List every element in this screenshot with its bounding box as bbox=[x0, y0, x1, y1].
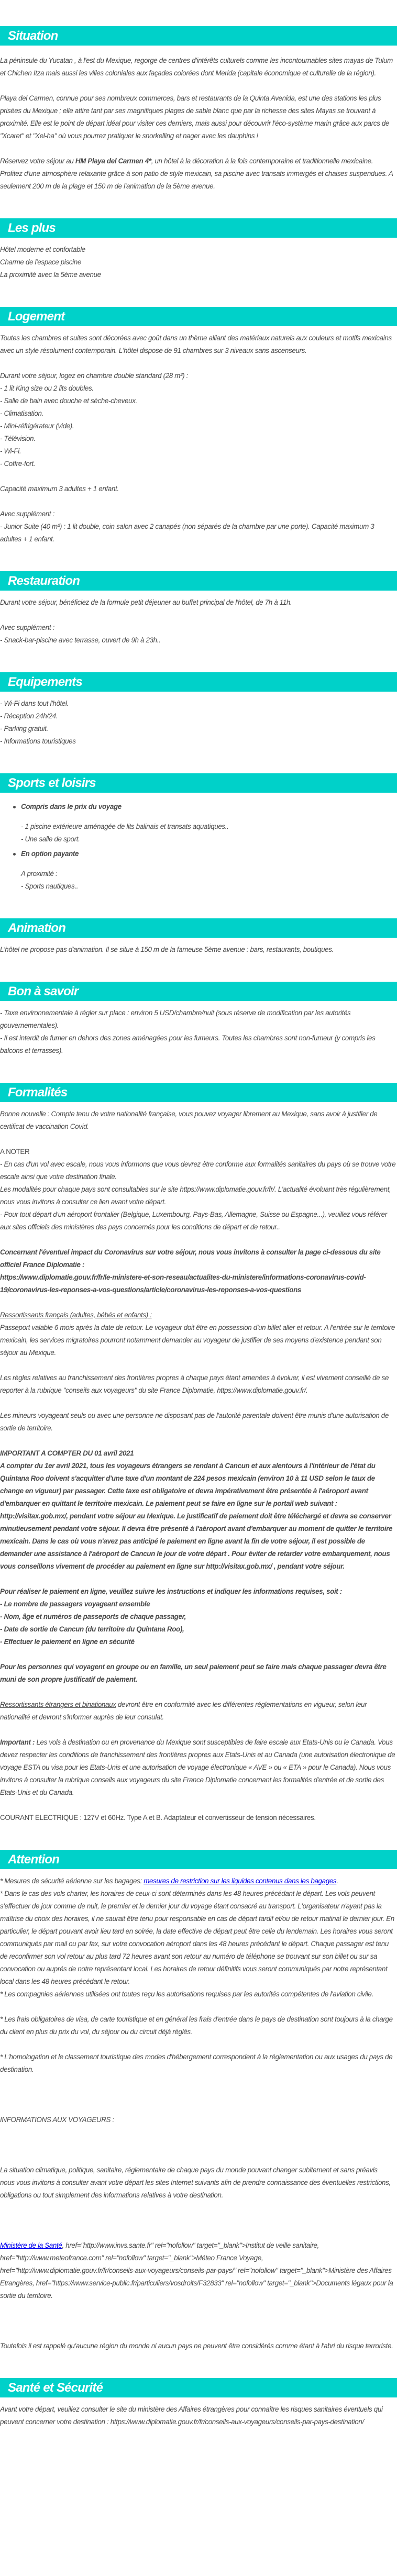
text-run: Concernant l'éventuel impact du Coronavirus sur votre séjour, nous vous invitons à consulter la page ci-dessous du site officiel France Diplomatie : bbox=[0, 1248, 381, 1269]
text-line: Toutes les chambres et suites sont décorées avec goût dans un thème alliant des matériaux naturels aux couleurs et motifs mexicains avec un style résolument contemporain. L'hôtel dispose de 91 chambres sur 3 niveaux sans ascenseurs. bbox=[0, 334, 392, 354]
link[interactable]: Ministère de la Santé bbox=[0, 2241, 62, 2249]
text-line bbox=[0, 1698, 397, 1724]
text-line: La situation climatique, politique, sanitaire, réglementaire de chaque pays du monde pouvant changer subitement et sans préavis bbox=[0, 2166, 378, 2174]
text-line bbox=[0, 1623, 397, 1636]
section-header bbox=[0, 307, 397, 326]
text-line: - Snack-bar-piscine avec terrasse, ouvert de 9h à 23h.. bbox=[0, 636, 161, 644]
link[interactable]: mesures de restriction sur les liquides contenus dans les bagages bbox=[144, 1877, 337, 1885]
section-animation bbox=[0, 918, 397, 956]
blank-line bbox=[0, 2139, 397, 2151]
text-line bbox=[0, 880, 397, 893]
text-line: Bonne nouvelle : Compte tenu de votre nationalité française, vous pouvez voyager librement au Mexique, sans avoir à justifier de certificat de vaccination Covid. bbox=[0, 1110, 378, 1130]
text-run: Compris dans le prix du voyage bbox=[21, 803, 122, 810]
text-run: Réservez votre séjour au bbox=[0, 157, 75, 165]
text-line: - Salle de bain avec douche et sèche-cheveux. bbox=[0, 397, 137, 405]
text-line: - Il est interdit de fumer en dehors des zones aménagées pour les fumeurs. Toutes les chambres sont non-fumeur (y compris les balcons et terrasses). bbox=[0, 1034, 376, 1054]
section-title: Animation bbox=[8, 920, 66, 935]
blank-line bbox=[0, 1435, 397, 1447]
text-line: Durant votre séjour, bénéficiez de la formule petit déjeuner au buffet principal de l'hôtel, de 7h à 11h. bbox=[0, 598, 292, 606]
text-run: A NOTER bbox=[0, 1148, 30, 1156]
section-restauration bbox=[0, 571, 397, 647]
text-line: Durant votre séjour, logez en chambre double standard (28 m²) : bbox=[0, 372, 189, 380]
text-line bbox=[0, 1661, 397, 1686]
text-line: - Télévision. bbox=[0, 435, 36, 442]
section-title: Formalités bbox=[8, 1085, 68, 1100]
section-header bbox=[0, 1083, 397, 1102]
section-equipements bbox=[0, 672, 397, 748]
section-title: Attention bbox=[8, 1852, 60, 1867]
blank-line bbox=[0, 1799, 397, 1812]
section-body bbox=[0, 1001, 397, 1057]
section-header bbox=[0, 982, 397, 1001]
text-run: - Effectuer le paiement en ligne en sécurité bbox=[0, 1638, 135, 1646]
blank-line bbox=[0, 2001, 397, 2013]
text-line bbox=[0, 1636, 397, 1648]
blank-line bbox=[0, 495, 397, 508]
blank-line bbox=[0, 470, 397, 483]
text-line bbox=[0, 1736, 397, 1799]
section-header bbox=[0, 218, 397, 238]
text-run: COURANT ELECTRIQUE : 127V et 60Hz. Type A et B. Adaptateur et convertisseur de tension nécessaires. bbox=[0, 1814, 316, 1822]
blank-line bbox=[0, 2302, 397, 2315]
section-title: Bon à savoir bbox=[8, 984, 79, 998]
blank-line bbox=[0, 357, 397, 370]
text-line: - Taxe environnementale à régler sur place : environ 5 USD/chambre/nuit (sous réserve de modification par les autorités gouvernementales). bbox=[0, 1009, 351, 1029]
section-body bbox=[0, 46, 397, 193]
text-line bbox=[0, 1309, 397, 1322]
text-line bbox=[0, 1812, 397, 1824]
text-run: , href="http://www.invs.sante.fr" rel="nofollow" target="_blank">Institut de veille sanitaire, href="http://www.meteofrance.com" rel="nofollow" target="_blank">Méteo France Voyage, href="http://www.diplomatie.gouv.fr/fr/conseils-aux-voyageurs/conseils-par-pays/" rel="nofollow" target="_blank">Ministère des Affaires Etrangères, href="https://www.service-public.fr/particuliers/vosdroits/F32833" rel="nofollow" target="_blank">Documents légaux pour la sortie du territoire. bbox=[0, 2241, 393, 2300]
text-line: Playa del Carmen, connue pour ses nombreux commerces, bars et restaurants de la Quinta Avenida, est une des stations les plus prisées du Mexique ; elle attire tant par ses magnifiques plages de sable blanc que par la richesse des sites Mayas se trouvant à proximité. Elle est le point de départ idéal pour visiter ces derniers, mais aussi pour découvrir l'éco-système marin grâce aux parcs de "Xcaret" et "Xel-ha" où vous pourrez pratiquer le snorkelling et nager avec les dauphins ! bbox=[0, 94, 390, 140]
text-line: - Mini-réfrigérateur (vide). bbox=[0, 422, 74, 430]
text-line: - Parking gratuit. bbox=[0, 725, 48, 732]
text-line: Avec supplément : bbox=[0, 510, 54, 518]
text-line bbox=[0, 1460, 397, 1573]
text-line: - Climatisation. bbox=[0, 409, 43, 417]
text-line: - En cas d'un vol avec escale, nous vous informons que vous devrez être conforme aux formalités sanitaires du pays où se trouve votre escale ainsi que votre destination finale. bbox=[0, 1160, 396, 1181]
blank-line bbox=[0, 2076, 397, 2089]
section-header bbox=[0, 672, 397, 692]
section-attention bbox=[0, 1850, 397, 2352]
text-line: Charme de l'espace piscine bbox=[0, 258, 81, 266]
text-run: - Nom, âge et numéros de passeports de chaque passager, bbox=[0, 1613, 186, 1620]
blank-line bbox=[0, 1359, 397, 1372]
text-run: , un hôtel à la décoration à la fois contemporaine et traditionnelle mexicaine. Profitez d'une atmosphère relaxante grâce à son patio de style mexicain, sa piscine avec transats immergés et chaises suspendues. A seulement 200 m de la plage et 150 m de l'animation de la 5ème avenue. bbox=[0, 157, 393, 190]
section-title: Equipements bbox=[8, 674, 82, 689]
blank-line bbox=[0, 1724, 397, 1736]
section-body bbox=[0, 938, 397, 956]
text-line: Hôtel moderne et confortable bbox=[0, 246, 85, 253]
text-line: L'hôtel ne propose pas d'animation. Il se situe à 150 m de la fameuse 5ème avenue : bars, restaurants, boutiques. bbox=[0, 946, 334, 953]
text-line bbox=[0, 1875, 397, 1887]
bullet-item bbox=[0, 848, 397, 860]
text-run: - Une salle de sport. bbox=[21, 835, 80, 843]
text-line: - Réception 24h/24. bbox=[0, 712, 58, 720]
text-run: - Date de sortie de Cancun (du territoire du Quintana Roo), bbox=[0, 1625, 184, 1633]
section-sports-et-loisirs bbox=[0, 773, 397, 893]
text-line bbox=[0, 155, 397, 193]
blank-line bbox=[0, 2126, 397, 2139]
text-run: HM Playa del Carmen 4* bbox=[75, 157, 151, 165]
section-header bbox=[0, 571, 397, 591]
text-run: - Sports nautiques.. bbox=[21, 882, 79, 890]
text-run: * Mesures de sécurité aérienne sur les bagages: bbox=[0, 1877, 144, 1885]
text-run: A compter du 1er avril 2021, tous les voyageurs étrangers se rendant à Cancun et aux alentours à l'intérieur de l'état du Quintana Roo doivent s'acquitter d'une taxe d'un montant de 224 pesos mexicain (environ 10 à 11 USD selon le taux de change en vigueur) par passager. Cette taxe est obligatoire et devra impérativement être présentée à l'aéroport avant d'embarquer en quittant le territoire mexicain. Le paiement peut se faire en ligne sur le portail web suivant : http://visitax.gob.mx/, pendant votre séjour au Mexique. Le justificatif de paiement doit être téléchargé et devra se conserver minutieusement pendant votre séjour. Il devra être présenté à l'aéroport avant d'embarquer au moment de quitter le territoire mexicain. Dans le cas où vous n'avez pas anticipé le paiement en ligne avant la fin de votre séjour, il est possible de demander une assistance à l'aéroport de Cancun le jour de votre départ . Pour éviter de retarder votre embarquement, nous vous conseillons vivement de procéder au paiement en ligne sur http://visitax.gob.mx/ , pendant votre séjour. bbox=[0, 1462, 393, 1570]
text-run: - Le nombre de passagers voyageant ensemble bbox=[0, 1600, 150, 1608]
blank-line bbox=[0, 80, 397, 92]
blank-line bbox=[0, 2202, 397, 2214]
text-line: La proximité avec la 5ème avenue bbox=[0, 271, 101, 279]
text-run: - 1 piscine extérieure aménagée de lits balinais et transats aquatiques.. bbox=[21, 823, 229, 830]
text-run: Les vols à destination ou en provenance du Mexique sont susceptibles de faire escale aux Etats-Unis ou le Canada. Vous devez respecter les conditions de franchissement des frontières propres aux Etats-Unis et au Canada (une autorisation électronique de voyage ESTA ou visa pour les Etats-Unis et une autorisation de voyage électronique « AVE » ou « ETA » pour le Canada). Nous vous invitons à consulter la rubrique conseils aux voyageurs du site France Diplomatie concernant les formalités d'entrée et de sortie des Etats-Unis et du Canada. bbox=[0, 1738, 395, 1796]
section-header bbox=[0, 1850, 397, 1869]
text-line bbox=[0, 1585, 397, 1598]
blank-line bbox=[0, 1234, 397, 1246]
blank-line bbox=[0, 1648, 397, 1661]
text-line: Toutefois il est rappelé qu'aucune région du monde ni aucun pays ne peuvent être considérés comme étant à l'abri du risque terroriste. bbox=[0, 2342, 393, 2350]
text-line bbox=[0, 1271, 397, 1296]
text-run: Important : bbox=[0, 1738, 35, 1746]
text-line bbox=[0, 1146, 397, 1158]
section-bon-a-savoir bbox=[0, 982, 397, 1057]
blank-line bbox=[0, 2227, 397, 2239]
text-line: INFORMATIONS AUX VOYAGEURS : bbox=[0, 2116, 114, 2124]
section-header bbox=[0, 773, 397, 793]
blank-line bbox=[0, 1397, 397, 1409]
section-body bbox=[0, 692, 397, 748]
text-line: - Wi-Fi. bbox=[0, 447, 21, 455]
section-situation bbox=[0, 26, 397, 193]
section-logement bbox=[0, 307, 397, 546]
section-body bbox=[0, 238, 397, 281]
section-formalites bbox=[0, 1083, 397, 1824]
text-run: Pour réaliser le paiement en ligne, veuillez suivre les instructions et indiquer les informations requises, soit : bbox=[0, 1587, 342, 1595]
text-run: Ressortissants étrangers et binationaux bbox=[0, 1701, 116, 1708]
blank-line bbox=[0, 609, 397, 621]
text-line bbox=[0, 2239, 397, 2302]
text-line bbox=[0, 1611, 397, 1623]
text-line bbox=[0, 1447, 397, 1460]
text-line: nous vous invitons à consulter avant votre départ les sites Internet suivants afin de prendre connaissance des éventuelles restrictions, obligations ou tout simplement des informations relatives à votre destination. bbox=[0, 2179, 391, 2199]
blank-line bbox=[0, 2214, 397, 2227]
text-line: Les règles relatives au franchissement des frontières propres à chaque pays étant amenées à évoluer, il est vivement conseillé de se reporter à la rubrique "conseils aux voyageurs" du site France Diplomatie, https://www.diplomatie.gouv.fr/. bbox=[0, 1374, 389, 1394]
blank-line bbox=[0, 1573, 397, 1585]
text-run: Ressortissants français (adultes, bébés et enfants) : bbox=[0, 1311, 152, 1319]
section-body bbox=[0, 1102, 397, 1824]
text-line: Avec supplément : bbox=[0, 624, 54, 631]
text-line: * Les compagnies aériennes utilisées ont toutes reçu les autorisations requises par les autorités compétentes de l'aviation civile. bbox=[0, 1990, 373, 1998]
blank-line bbox=[0, 2151, 397, 2164]
text-line: Avant votre départ, veuillez consulter le site du ministère des Affaires étrangères pour connaître les risques sanitaires éventuels qui peuvent concerner votre destination : https://www.diplomatie.gouv.fr/fr/conseils-aux-voyageurs/conseils-par-pays-destination/ bbox=[0, 2405, 383, 2426]
text-line: - Wi-Fi dans tout l'hôtel. bbox=[0, 699, 69, 707]
text-line bbox=[0, 833, 397, 846]
text-line: La péninsule du Yucatan , à l'est du Mexique, regorge de centres d'intérêts culturels comme les incontournables sites mayas de Tulum et Chichen Itza mais aussi les villes coloniales aux façades colorées dont Merida (capitale économique et culturelle de la région). bbox=[0, 57, 393, 77]
blank-line bbox=[0, 2101, 397, 2114]
text-line: * Les frais obligatoires de visa, de carte touristique et en général les frais d'entrée dans le pays de destination sont toujours à la charge du client en plus du prix du vol, du séjour ou du circuit déjà réglés. bbox=[0, 2015, 393, 2036]
text-line: - 1 lit King size ou 2 lits doubles. bbox=[0, 384, 94, 392]
text-line: - Informations touristiques bbox=[0, 737, 76, 745]
text-line: * L'homologation et le classement touristique des modes d'hébergement correspondent à la réglementation ou aux usages du pays de destination. bbox=[0, 2053, 393, 2073]
text-run: devront être en conformité avec les différentes réglementations en vigueur, selon leur nationalité et devront s'informer auprès de leur consulat. bbox=[0, 1701, 367, 1721]
bullet-item bbox=[0, 801, 397, 813]
blank-line bbox=[0, 1686, 397, 1698]
text-line: * Dans le cas des vols charter, les horaires de ceux-ci sont déterminés dans les 48 heures précédant le départ. Les vols peuvent s'effectuer de jour comme de nuit, le premier et le dernier jour du voyage étant consacré au transport. L'organisateur n'ayant pas la maîtrise du choix des horaires, il ne saurait être tenu pour responsable en cas de départ tardif et/ou de retour matinal le dernier jour. En particulier, le départ pouvant avoir lieu tard en soirée, la date effective de départ peut être celle du lendemain. Les horaires vous seront communiqués par mail ou par fax, sur votre convocation aéroport dans les 48 heures précédant le départ. Chaque passager est tenu de reconfirmer son vol retour au plus tard 72 heures avant son retour au numéro de téléphone se trouvant sur son billet ou sur sa convocation ou auprés de notre représentant local. Les horaires de retour définitifs vous seront communiqués par notre représentant local dans les 48 heures précédant le retour. bbox=[0, 1890, 394, 1985]
blank-line bbox=[0, 2038, 397, 2051]
text-run: En option payante bbox=[21, 850, 79, 858]
text-line: Capacité maximum 3 adultes + 1 enfant. bbox=[0, 485, 119, 493]
text-line bbox=[0, 868, 397, 880]
blank-line bbox=[0, 2327, 397, 2340]
text-run: IMPORTANT A COMPTER DU 01 avril 2021 bbox=[0, 1449, 134, 1457]
text-line: - Coffre-fort. bbox=[0, 460, 36, 468]
section-title: Sports et loisirs bbox=[8, 775, 96, 790]
section-body bbox=[0, 591, 397, 647]
blank-line bbox=[0, 2315, 397, 2327]
text-run: A proximité : bbox=[21, 870, 58, 878]
text-run: https://www.diplomatie.gouv.fr/fr/le-ministere-et-son-reseau/actualites-du-ministere/informations-coronavirus-covid-19/coronavirus-les-reponses-a-vos-questions/article/coronavirus-les-reponses-a-vos-questions bbox=[0, 1273, 366, 1294]
text-line bbox=[0, 1598, 397, 1611]
text-run: . bbox=[336, 1877, 338, 1885]
bullet-icon bbox=[13, 806, 16, 808]
section-header bbox=[0, 2378, 397, 2397]
text-line: - Pour tout départ d'un aéroport frontalier (Belgique, Luxembourg, Pays-Bas, Allemagne, Suisse ou Espagne...), veuillez vous référer aux sites officiels des ministères des pays concernés pour les conditions de départ et de retour.. bbox=[0, 1211, 387, 1231]
section-title: Logement bbox=[8, 309, 65, 324]
blank-line bbox=[0, 142, 397, 155]
section-header bbox=[0, 26, 397, 46]
text-line: - Junior Suite (40 m²) : 1 lit double, coin salon avec 2 canapés (non séparés de la chambre par une porte). Capacité maximum 3 adultes + 1 enfant. bbox=[0, 523, 374, 543]
section-body bbox=[0, 793, 397, 893]
section-les-plus bbox=[0, 218, 397, 281]
bullet-icon bbox=[13, 853, 16, 856]
section-body bbox=[0, 2397, 397, 2428]
text-line bbox=[0, 820, 397, 833]
blank-line bbox=[0, 1296, 397, 1309]
section-title: Les plus bbox=[8, 220, 56, 235]
section-body bbox=[0, 1869, 397, 2352]
section-header bbox=[0, 918, 397, 938]
blank-line bbox=[0, 1133, 397, 1146]
text-line: Les mineurs voyageant seuls ou avec une personne ne disposant pas de l'autorité parentale doivent être munis d'une autorisation de sortie de territoire. bbox=[0, 1412, 389, 1432]
section-sante-et-securite bbox=[0, 2378, 397, 2428]
text-line bbox=[0, 1246, 397, 1271]
text-run: Pour les personnes qui voyagent en groupe ou en famille, un seul paiement peut se faire mais chaque passager devra être muni de son propre justificatif de paiement. bbox=[0, 1663, 387, 1683]
blank-line bbox=[0, 2089, 397, 2101]
section-title: Santé et Sécurité bbox=[8, 2380, 103, 2395]
text-line: Passeport valable 6 mois après la date de retour. Le voyageur doit être en possession d'un billet aller et retour. A l'entrée sur le territoire mexicain, les services migratoires pourront notamment demander au voyageur de justifier de ses moyens d'existence pendant son séjour au Mexique. bbox=[0, 1324, 395, 1357]
section-title: Situation bbox=[8, 28, 58, 43]
section-title: Restauration bbox=[8, 573, 80, 588]
section-body bbox=[0, 326, 397, 546]
text-line: Les modalités pour chaque pays sont consultables sur le site https://www.diplomatie.gouv.fr/fr/. L'actualité évoluant très régulièrement, nous vous invitons à consulter ce lien avant votre départ. bbox=[0, 1185, 391, 1206]
